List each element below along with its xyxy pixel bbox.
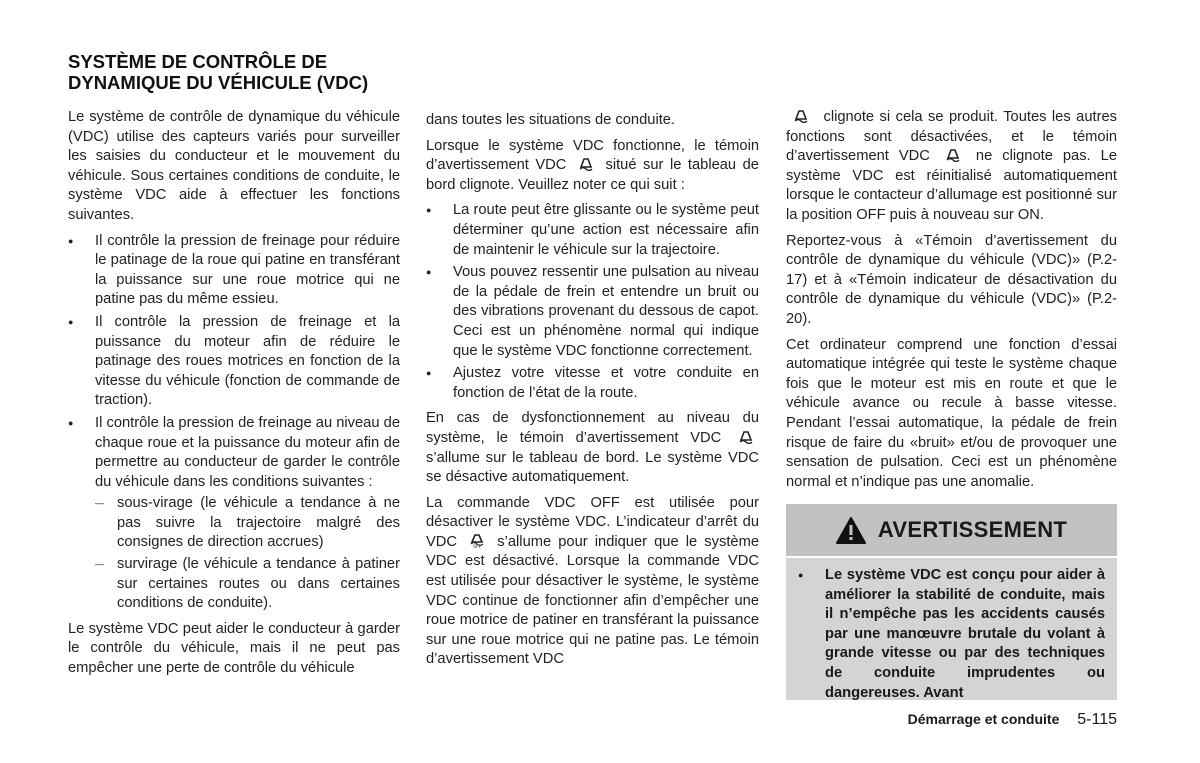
list-item: ● Vous pouvez ressentir une pulsation au niveau de la pédale de frein et entendre un bruit ou des vibrations provenant du dessous de capot. Ceci est un phénomène normal qui indique que le système VDC fonctionne correctement. (426, 263, 759, 361)
self-test-paragraph: Cet ordinateur comprend une fonction d’essai automatique intégrée qui teste le système chaque fois que le moteur est mis en route et que le véhicule avance ou recule à basse vitesse. Pendant l’essai automatique, la pédale de frein risque de faire du «bruit» et/ou de provoquer une sensation de pulsation. Ceci est un phénomène normal et n’indique pas une anomalie. (786, 336, 1117, 490)
list-item (68, 414, 400, 614)
warning-item: ● Le système VDC est conçu pour aider à améliorer la stabilité de conduite, mais il n’empêche pas les accidents causés par une manœuvre brutale du volant à grande vitesse ou par des techniques de conduite imprudentes ou dangereuses. Avant (798, 566, 1105, 703)
warning-box (786, 504, 1117, 700)
paragraph (426, 409, 759, 487)
warning-list (798, 566, 1105, 703)
list-item: ● Ajustez votre vitesse et votre conduite en fonction de l’état de la route. (426, 364, 759, 403)
title-line-2: DYNAMIQUE DU VÉHICULE (VDC) (68, 72, 369, 93)
vdc-warning-icon (792, 109, 810, 123)
paragraph (426, 494, 759, 670)
intro-paragraph: Le système de contrôle de dynamique du véhicule (VDC) utilise des capteurs variés pour surveiller les saisies du conducteur et le mouvement du véhicule. Sous certaines conditions de conduite, le système VDC aide à effectuer les fonctions suivantes. (68, 109, 400, 223)
section-name: Démarrage et conduite (907, 711, 1060, 727)
paragraph (786, 108, 1117, 226)
paragraph-text: clignote si cela se produit. Toutes les autres fonctions sont désactivées, et le témoin d’avertissement VDC (786, 109, 1117, 165)
list-item: ● Il contrôle la pression de freinage pour réduire le patinage de la roue qui patine en transférant la puissance sur une roue motrice qui ne patine pas du même essieu. (68, 232, 400, 310)
list-item-text: Il contrôle la pression de freinage au niveau de chaque roue et la puissance du moteur afin de permettre au conducteur de garder le contrôle du véhicule dans les conditions suivantes : (95, 414, 400, 490)
vdc-off-icon (468, 534, 486, 548)
paragraph-text: s’allume pour indiquer que le système VDC est désactivé. Lorsque la commande VDC est utilisée pour désactiver le système, le système VDC continue de fonctionner afin d’empêcher une roue motrice de patiner en transférant la puissance sur une roue motrice qui ne patine pas. Le témoin d’avertissement VDC (426, 533, 759, 668)
vdc-warning-icon (944, 148, 962, 162)
list-item: ● La route peut être glissante ou le système peut déterminer qu’une action est nécessaire afin de maintenir le véhicule sur la trajectoire. (426, 201, 759, 260)
warning-triangle-icon (836, 517, 866, 544)
function-list (68, 232, 400, 614)
title-line-1: SYSTÈME DE CONTRÔLE DE (68, 51, 328, 72)
vdc-warning-icon (737, 430, 755, 444)
warning-header (786, 504, 1117, 558)
svg-text:OFF: OFF (473, 543, 482, 548)
outro-paragraph: Le système VDC peut aider le conducteur à garder le contrôle du véhicule, mais il ne peut pas empêcher une perte de contrôle du véhicule (68, 620, 400, 677)
reference-paragraph: Reportez-vous à «Témoin d’avertissement du contrôle de dynamique du véhicule (VDC)» (P.2-17) et à «Témoin indicateur de désactivation du contrôle de dynamique du véhicule (VDC)» (P.2-20). (786, 232, 1117, 327)
paragraph-text: Lorsque le système VDC fonctionne, le témoin d’avertissement VDC (426, 137, 759, 174)
paragraph: dans toutes les situations de conduite. (426, 112, 676, 128)
paragraph-text: La commande VDC OFF est utilisée pour désactiver le système VDC. L’indicateur d’arrêt du VDC (426, 494, 759, 550)
vdc-warning-icon (577, 157, 595, 171)
paragraph (426, 137, 759, 196)
column-2 (426, 111, 759, 676)
page-footer (908, 711, 1117, 729)
paragraph-text: situé sur le tableau de bord clignote. Veuillez noter ce qui suit : (426, 157, 759, 193)
section-title (68, 51, 408, 93)
dash-item: — sous-virage (le véhicule a tendance à ne pas suivre la trajectoire malgré des consignes de direction accrues) (95, 494, 400, 553)
dash-item: — survirage (le véhicule a tendance à patiner sur certaines routes ou dans certaines conditions de conduite). (95, 555, 400, 614)
condition-list (95, 494, 400, 614)
paragraph-text: En cas de dysfonctionnement au niveau du système, le témoin d’avertissement VDC (426, 410, 759, 446)
page-number: 5-115 (1077, 711, 1117, 728)
column-3 (786, 108, 1117, 498)
paragraph-text: ne clignote pas. Le système VDC est réinitialisé automatiquement lorsque le contacteur d’allumage est positionné sur la position OFF puis à nouveau sur ON. (786, 148, 1117, 223)
warning-body (786, 558, 1117, 703)
column-1 (68, 108, 400, 685)
paragraph-text: s’allume sur le tableau de bord. Le système VDC se désactive automatiquement. (426, 449, 759, 486)
warning-heading: AVERTISSEMENT (877, 517, 1068, 542)
notice-list (426, 201, 759, 403)
list-item: ● Il contrôle la pression de freinage et la puissance du moteur afin de réduire le patinage des roues motrices en fonction de la vitesse du véhicule (fonction de commande de traction). (68, 313, 400, 411)
